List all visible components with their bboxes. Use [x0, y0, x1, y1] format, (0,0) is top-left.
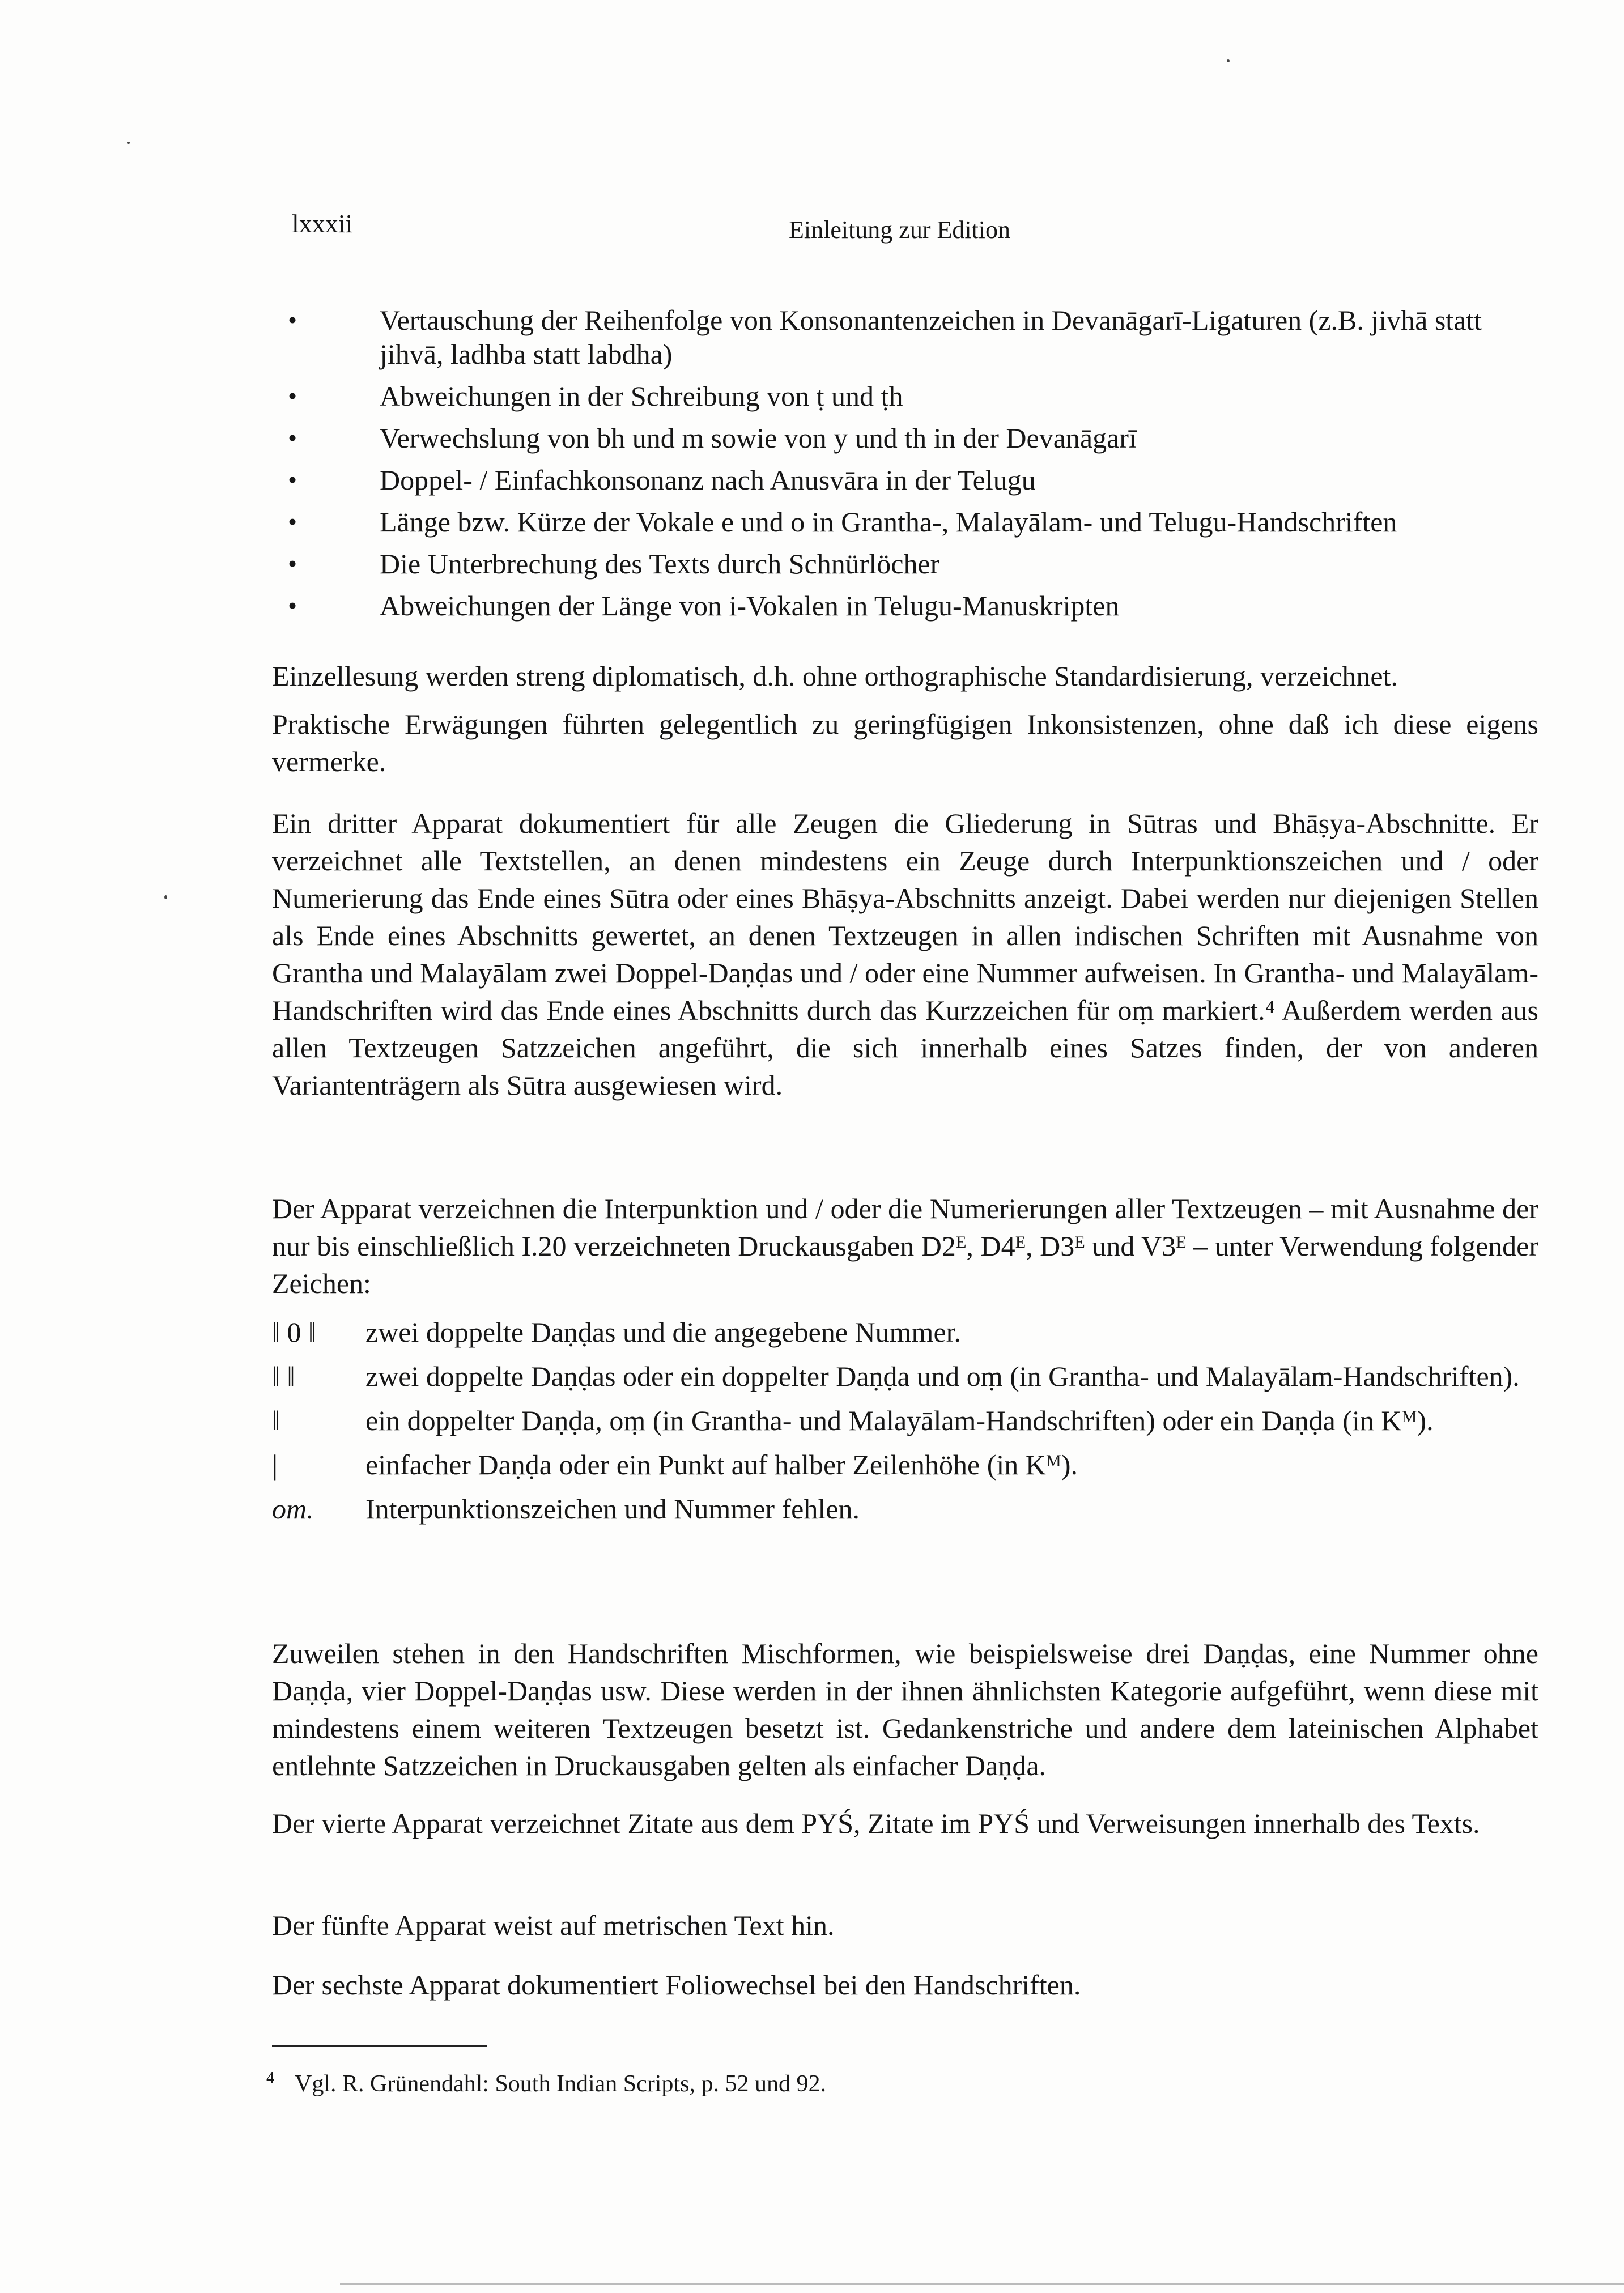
paragraph-third-apparatus: Ein dritter Apparat dokumentiert für alle Zeugen die Gliederung in Sūtras und Bhāṣya-Abschnitte. Er verzeichnet alle Textstellen, an denen mindestens ein Zeuge durch Interpunktionszeichen und / oder Numerierung das Ende eines Sūtra oder eines Bhāṣya-Abschnitts anzeigt. Dabei werden nur diejenigen Stellen als Ende eines Abschnitts gewertet, an denen Textzeugen in allen indischen Schriften mit Ausnahme von Grantha und Malayālam zwei Doppel-Daṇḍas und / oder eine Nummer aufweisen. In Grantha- und Malayālam-Handschriften wird das Ende eines Abschnitts durch das Kurzzeichen für oṃ markiert.⁴ Außerdem werden aus allen Textzeugen Satzzeichen angeführt, die sich innerhalb eines Satzes finden, der von anderen Variantenträgern als Sūtra ausgewiesen wird. — [272, 807, 1538, 1101]
scan-speck — [1227, 59, 1230, 62]
footnote-marker: 4 — [266, 2069, 274, 2087]
list-item: • Abweichungen in der Schreibung von ṭ und ṭh — [278, 379, 1544, 413]
symbol: ‖ 0 ‖ — [272, 1316, 317, 1348]
symbol: om. — [272, 1493, 314, 1525]
symbol-row — [272, 1403, 1538, 1438]
scan-edge — [340, 2283, 1624, 2285]
paragraph-sixth-apparatus: Der sechste Apparat dokumentiert Foliowechsel bei den Handschriften. — [272, 1969, 1081, 2001]
footnote-divider — [272, 2045, 487, 2047]
list-item: • Länge bzw. Kürze der Vokale e und o in Grantha-, Malayālam- und Telugu-Handschriften — [278, 505, 1544, 539]
symbol: | — [272, 1449, 278, 1481]
bullet-list — [278, 303, 1544, 631]
symbol-description: Interpunktionszeichen und Nummer fehlen. — [365, 1493, 860, 1525]
paragraph-punctuation-apparatus: Der Apparat verzeichnen die Interpunktion und / oder die Numerierungen aller Textzeugen – mit Ausnahme der nur bis einschließlich I.20 verzeichneten Druckausgaben D2ᴱ, D4ᴱ, D3ᴱ und V3ᴱ – unter Verwendung folgender Zeichen: — [272, 1193, 1538, 1299]
paragraph-inconsistencies: Praktische Erwägungen führten gelegentlich zu geringfügigen Inkonsistenzen, ohne daß ich diese eigens vermerke. — [272, 708, 1538, 777]
list-item: • Doppel- / Einfachkonsonanz nach Anusvāra in der Telugu — [278, 463, 1544, 497]
scan-speck — [127, 142, 130, 144]
symbol-row — [272, 1314, 1538, 1350]
list-item: • Vertauschung der Reihenfolge von Konsonantenzeichen in Devanāgarī-Ligaturen (z.B. jivhā statt jihvā, ladhba statt labdha) — [278, 303, 1544, 371]
list-item: • Abweichungen der Länge von i-Vokalen in Telugu-Manuskripten — [278, 589, 1544, 623]
symbol-description: zwei doppelte Daṇḍas oder ein doppelter Daṇḍa und oṃ (in Grantha- und Malayālam-Handschriften). — [365, 1360, 1520, 1392]
paragraph-fifth-apparatus: Der fünfte Apparat weist auf metrischen Text hin. — [272, 1909, 835, 1941]
footnote — [266, 2062, 826, 2100]
running-title: Einleitung zur Edition — [789, 216, 1011, 244]
symbol: ‖ ‖ — [272, 1360, 295, 1392]
symbol-row — [272, 1447, 1538, 1482]
paragraph-single-readings: Einzellesung werden streng diplomatisch, d.h. ohne orthographische Standardisierung, verzeichnet. — [272, 660, 1398, 692]
footnote-text: Vgl. R. Grünendahl: South Indian Scripts, p. 52 und 92. — [295, 2071, 826, 2097]
symbol: ‖ — [272, 1405, 280, 1436]
paragraph-mixed-forms: Zuweilen stehen in den Handschriften Mischformen, wie beispielsweise drei Daṇḍas, eine Nummer ohne Daṇḍa, vier Doppel-Daṇḍas usw. Diese werden in der ihnen ähnlichsten Kategorie aufgeführt, wenn diese mit mindestens einem weiteren Textzeugen besetzt ist. Gedankenstriche und andere dem lateinischen Alphabet entlehnte Satzzeichen in Druckausgaben gelten als einfacher Daṇḍa. — [272, 1637, 1538, 1781]
symbol-description: ein doppelter Daṇḍa, oṃ (in Grantha- und Malayālam-Handschriften) oder ein Daṇḍa (in Kᴹ). — [365, 1405, 1434, 1436]
list-item: • Verwechslung von bh und m sowie von y und th in der Devanāgarī — [278, 421, 1544, 455]
symbol-description: einfacher Daṇḍa oder ein Punkt auf halber Zeilenhöhe (in Kᴹ). — [365, 1449, 1078, 1481]
symbol-legend — [272, 1314, 1538, 1535]
symbol-row — [272, 1491, 1538, 1526]
symbol-description: zwei doppelte Daṇḍas und die angegebene Nummer. — [365, 1316, 962, 1348]
scan-speck — [164, 895, 167, 899]
list-item: • Die Unterbrechung des Texts durch Schnürlöcher — [278, 547, 1544, 581]
page-number: lxxxii — [292, 209, 353, 238]
symbol-row — [272, 1359, 1538, 1394]
paragraph-fourth-apparatus: Der vierte Apparat verzeichnet Zitate aus dem PYŚ, Zitate im PYŚ und Verweisungen innerhalb des Texts. — [272, 1807, 1480, 1839]
